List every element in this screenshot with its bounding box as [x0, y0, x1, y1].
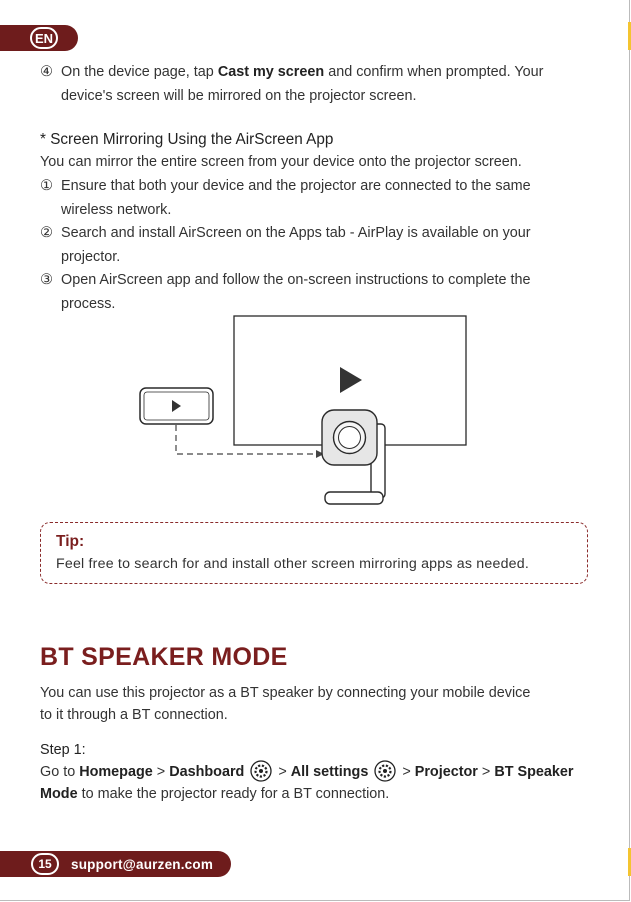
section-intro: You can mirror the entire screen from your device onto the projector screen.: [40, 154, 522, 170]
tip-label: Tip:: [56, 533, 85, 550]
item-3-line-1: Open AirScreen app and follow the on-screen instructions to complete the: [61, 272, 531, 288]
language-pill: [0, 25, 78, 51]
path-separator: >: [152, 764, 170, 780]
path-projector: Projector: [414, 764, 478, 780]
step-1-goto: Go to: [40, 764, 80, 780]
step-4-text: On the device page, tap: [61, 64, 218, 80]
tip-box: [40, 522, 588, 584]
item-2-line-1: Search and install AirScreen on the Apps tab - AirPlay is available on your: [61, 225, 531, 241]
path-separator: >: [398, 764, 415, 780]
footer-pill: [0, 851, 231, 877]
tip-text: Feel free to search for and install other screen mirroring apps as needed.: [56, 556, 529, 572]
settings-gear-icon: [250, 760, 272, 782]
step-1-post: to make the projector ready for a BT connection.: [77, 786, 390, 802]
item-1-line-2: wireless network.: [61, 202, 172, 218]
step-1-label: Step 1:: [40, 742, 86, 758]
settings-gear-icon: [374, 760, 396, 782]
path-homepage: Homepage: [79, 764, 153, 780]
item-3-line-2: process.: [61, 296, 116, 312]
section-heading: * Screen Mirroring Using the AirScreen App: [40, 131, 334, 148]
path-dashboard: Dashboard: [169, 764, 245, 780]
item-2-line-2: projector.: [61, 249, 121, 265]
step-4-line-1: [61, 60, 543, 84]
mirroring-illustration: [135, 312, 475, 512]
path-separator: >: [274, 764, 291, 780]
path-separator: >: [477, 764, 495, 780]
step-4-text-post: and confirm when prompted. Your: [324, 64, 544, 80]
bt-intro-line-1: You can use this projector as a BT speaker by connecting your mobile device: [40, 685, 531, 701]
path-mode: Mode: [40, 786, 78, 802]
item-1-marker: ①: [40, 178, 53, 194]
item-1-line-1: Ensure that both your device and the projector are connected to the same: [61, 178, 531, 194]
cast-my-screen-label: Cast my screen: [217, 64, 325, 80]
page-number: 15: [31, 853, 59, 875]
projector-icon: [322, 410, 385, 504]
phone-icon: [140, 388, 213, 424]
step-1-line-1: [40, 760, 574, 784]
item-2-marker: ②: [40, 225, 53, 241]
path-bt-speaker: BT Speaker: [494, 764, 574, 780]
step-4-line-2: device's screen will be mirrored on the projector screen.: [61, 88, 417, 104]
bt-speaker-heading: BT SPEAKER MODE: [40, 643, 288, 671]
item-3-marker: ③: [40, 272, 53, 288]
bt-intro-line-2: to it through a BT connection.: [40, 707, 228, 723]
path-all-settings: All settings: [290, 764, 369, 780]
language-badge: EN: [30, 27, 58, 49]
step-1-line-2: [40, 782, 389, 806]
support-email[interactable]: support@aurzen.com: [71, 856, 214, 872]
step-4-marker: ④: [40, 64, 53, 80]
